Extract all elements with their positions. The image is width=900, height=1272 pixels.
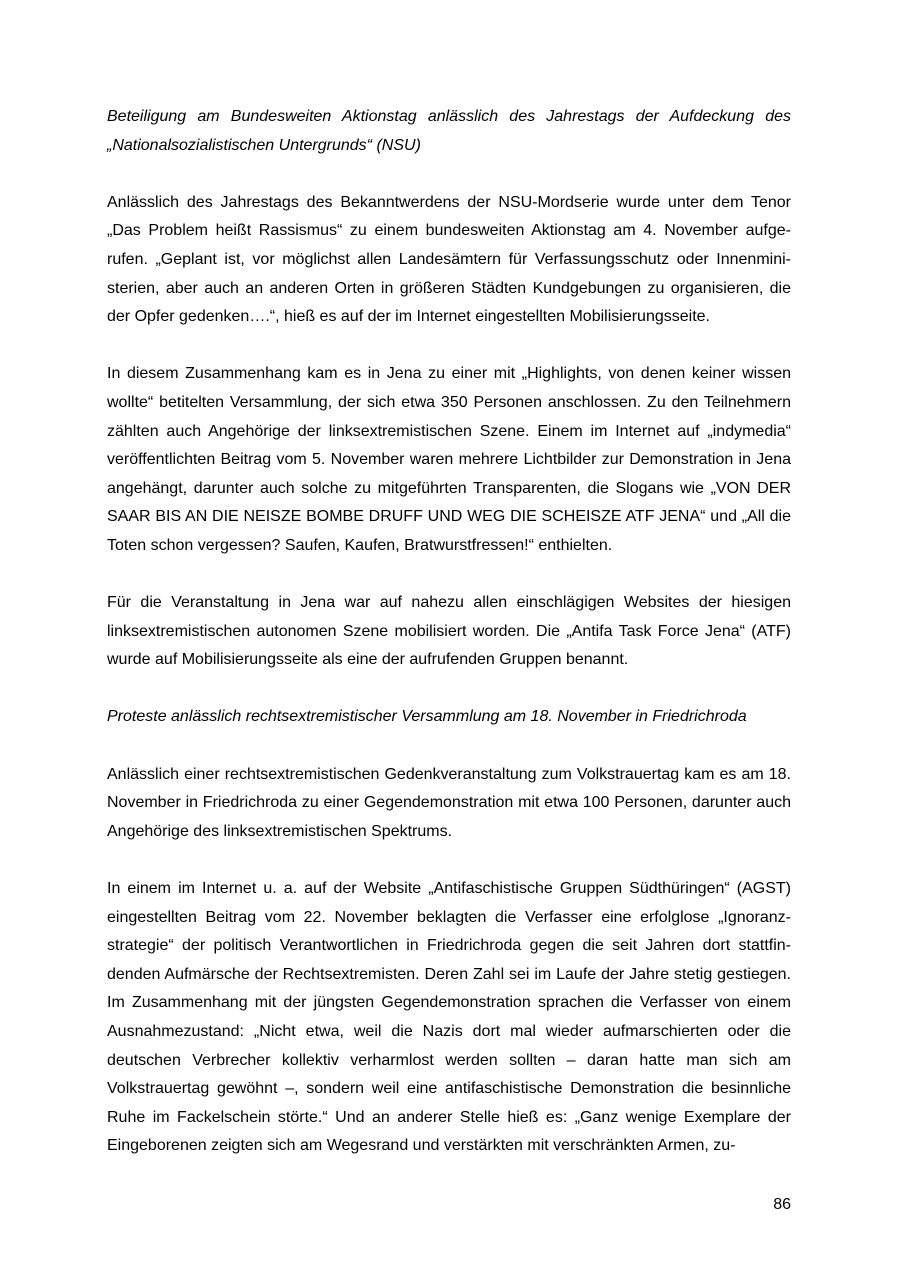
paragraph-jena-mobilisierung: Für die Veranstaltung in Jena war auf nahezu allen einschlägigen Websites der hiesigen linksextremistischen autonomen Szene mobilisiert worden. Die „Antifa Task Force Jena“ (ATF) wurde auf Mobilisierungsseite als eine der aufrufenden Gruppen benannt. [107,594,791,669]
section-heading-friedrichroda: Proteste anlässlich rechtsextremistischer Versammlung am 18. November in Friedrichroda [107,708,747,726]
paragraph-friedrichroda-gegendemonstration: Anlässlich einer rechtsextremistischen Gedenkveranstaltung zum Volkstrauertag kam es am 18. November in Friedrichroda zu einer Gegendemonstration mit etwa 100 Personen, darunter auch Angehörige des linksextremistischen Spektrums. [107,765,791,840]
page-number: 86 [773,1196,791,1213]
document-body [107,103,791,1161]
paragraph-jena-versammlung: In diesem Zusammenhang kam es in Jena zu einer mit „Highlights, von denen keiner wissen wollte“ betitelten Versammlung, der sich etwa 350 Personen anschlossen. Zu den Teilnehmern zählten auch Angehörige der linksextremistischen Szene. Einem im Internet auf „indymedia“ veröffentlichten Beitrag vom 5. November waren mehrere Lichtbilder zur Demonstration in Jena angehängt, darunter auch solche zu mitgeführten Transparenten, die Slogans wie „VON DER SAAR BIS AN DIE NEISZE BOMBE DRUFF UND WEG DIE SCHEISZE ATF JENA“ und „All die Toten schon vergessen? Saufen, Kaufen, Bratwurstfressen!“ enthielten. [107,365,791,554]
paragraph-aktionstag-aufruf: Anlässlich des Jahrestags des Bekanntwerdens der NSU-Mordserie wurde unter dem Tenor „Das Problem heißt Rassismus“ zu einem bundesweiten Aktionstag am 4. November aufgerufen. „Geplant ist, vor möglichst allen Landesämtern für Verfassungsschutz oder Innenministerien, aber auch an anderen Orten in größeren Städten Kundgebungen zu organisieren, die der Opfer gedenken….“, hieß es auf der im Internet eingestellten Mobilisierungsseite. [107,193,791,326]
section-heading-nsu-aktionstag: Beteiligung am Bundesweiten Aktionstag anlässlich des Jahrestags der Aufdeckung des „Nationalsozialistischen Untergrunds“ (NSU) [107,108,791,154]
paragraph-agst-beitrag: In einem im Internet u. a. auf der Website „Antifaschistische Gruppen Südthüringen“ (AGST) eingestellten Beitrag vom 22. November beklagten die Verfasser eine erfolglose „Ignoranzstrategie“ der politisch Verantwortlichen in Friedrichroda gegen die seit Jahren dort stattfindenden Aufmärsche der Rechtsextremisten. Deren Zahl sei im Laufe der Jahre stetig gestiegen. Im Zusammenhang mit der jüngsten Gegendemonstration sprachen die Verfasser von einem Ausnahmezustand: „Nicht etwa, weil die Nazis dort mal wieder aufmarschierten oder die deutschen Verbrecher kollektiv verharmlost werden sollten – daran hatte man sich am Volkstrauertag gewöhnt –, sondern weil eine antifaschistische Demonstration die besinnliche Ruhe im Fackelschein störte.“ Und an anderer Stelle hieß es: „Ganz wenige Exemplare der Eingeborenen zeigten sich am Wegesrand und verstärkten mit verschränkten Armen, zu- [107,880,791,1155]
